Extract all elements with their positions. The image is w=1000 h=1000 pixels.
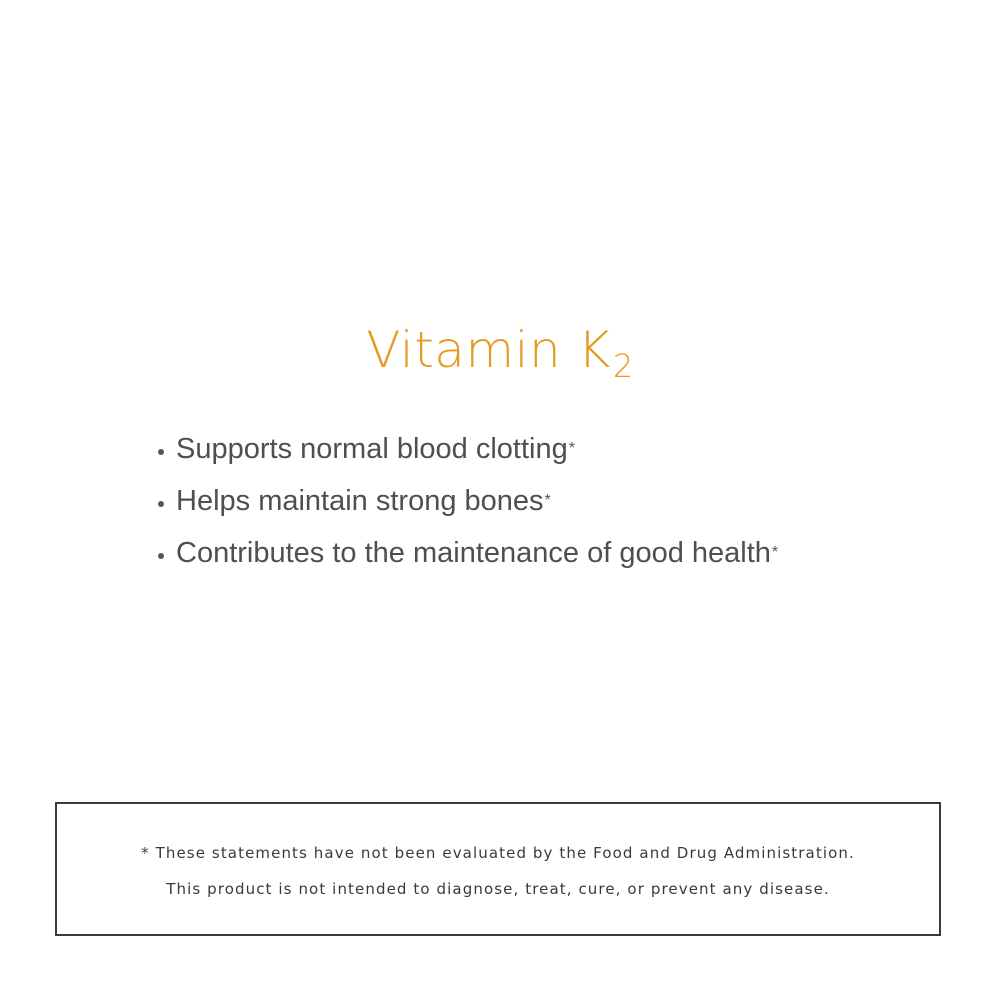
- product-title: [0, 318, 1000, 398]
- fda-disclaimer-box: [55, 802, 941, 936]
- list-item: [158, 423, 778, 475]
- bullet-dot-icon: [158, 501, 164, 507]
- benefit-text: Helps maintain strong bones: [176, 484, 544, 517]
- benefit-text: Contributes to the maintenance of good health: [176, 536, 771, 569]
- bullet-dot-icon: [158, 553, 164, 559]
- disclaimer-line-1: * These statements have not been evaluated by the Food and Drug Administration.: [141, 844, 855, 862]
- bullet-dot-icon: [158, 449, 164, 455]
- benefits-list: [158, 423, 778, 579]
- title-text: Vitamin K: [366, 321, 611, 379]
- disclaimer-line-2: This product is not intended to diagnose, treat, cure, or prevent any disease.: [166, 880, 830, 898]
- asterisk-mark: *: [771, 544, 779, 561]
- list-item: [158, 527, 778, 579]
- list-item: [158, 475, 778, 527]
- benefit-text: Supports normal blood clotting: [176, 432, 568, 465]
- title-subscript: 2: [612, 347, 634, 385]
- asterisk-mark: *: [544, 492, 551, 509]
- asterisk-mark: *: [568, 440, 575, 457]
